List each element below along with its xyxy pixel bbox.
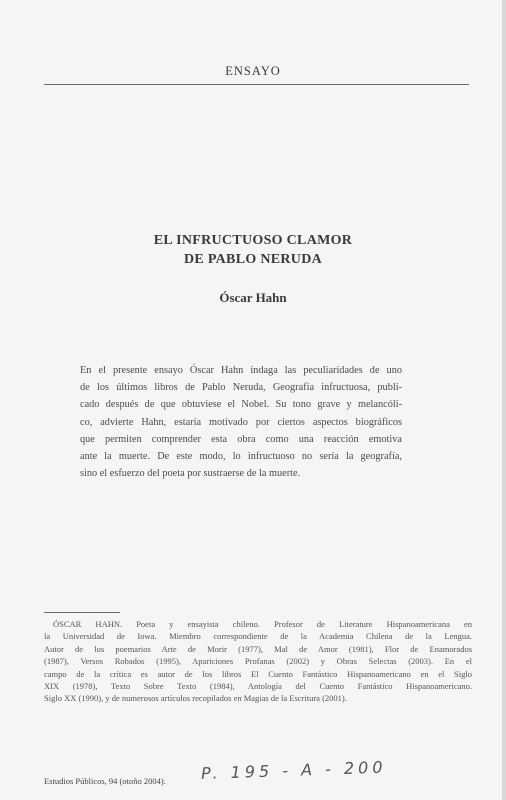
footnote-line: (1987), Versos Robados (1995), Apariciones Profanas (2002) y Obras Selectas (2003). En el [44,656,472,667]
journal-citation: Estudios Públicos, 94 (otoño 2004). [44,776,166,786]
footnote-line: ÓSCAR HAHN. Poeta y ensayista chileno. Profesor de Literature Hispanoamericana en [53,619,472,629]
article-title-line-2: DE PABLO NERUDA [183,252,323,267]
abstract-line: que permiten comprender esta obra como una reacción emotiva [80,433,402,445]
footnote-line: la Universidad de Iowa. Miembro correspondiente de la Academia Chilena de la Lengua. [44,631,472,642]
author-footnote [44,618,472,705]
section-label: ENSAYO [225,64,281,78]
header-rule [44,84,469,85]
footnote-line: Autor de los poemarios Arte de Morir (1977), Mal de Amor (1981), Flor de Enamorados [44,643,472,654]
article-title [0,231,506,269]
abstract-line: cado después de que obtuviese el Nobel. Su tono grave y melancóli- [80,399,402,411]
abstract-line: En el presente ensayo Óscar Hahn indaga las peculiaridades de uno [80,365,402,376]
abstract-line: sino el esfuerzo del poeta por sustraerse de la muerte. [80,468,301,480]
abstract [80,362,402,482]
footnote-rule [44,612,120,613]
abstract-line: ante la muerte. De este modo, lo infructuoso no sería la geografía, [80,450,402,462]
footnote-line: campo de la crítica es autor de los libros El Cuento Fantástico Hispanoamericano en el Siglo [44,668,472,679]
article-title-line-1: EL INFRUCTUOSO CLAMOR [153,233,353,248]
article-author: Óscar Hahn [219,290,287,305]
abstract-line: co, advierte Hahn, estaría motivado por ciertos aspectos biográficos [80,416,402,428]
handwritten-page-note: P. 195 - A - 200 [200,757,387,783]
abstract-line: de los últimos libros de Pablo Neruda, Geografía infructuosa, publi- [80,382,402,394]
footnote-line: XIX (1978), Texto Sobre Texto (1984), Antología del Cuento Fantástico Hispanoamericano. [44,680,472,691]
footnote-line: Siglo XX (1990), y de numerosos artículos recopilados en Magias de la Escritura (2001). [44,693,347,704]
page-edge-shadow [502,0,506,800]
